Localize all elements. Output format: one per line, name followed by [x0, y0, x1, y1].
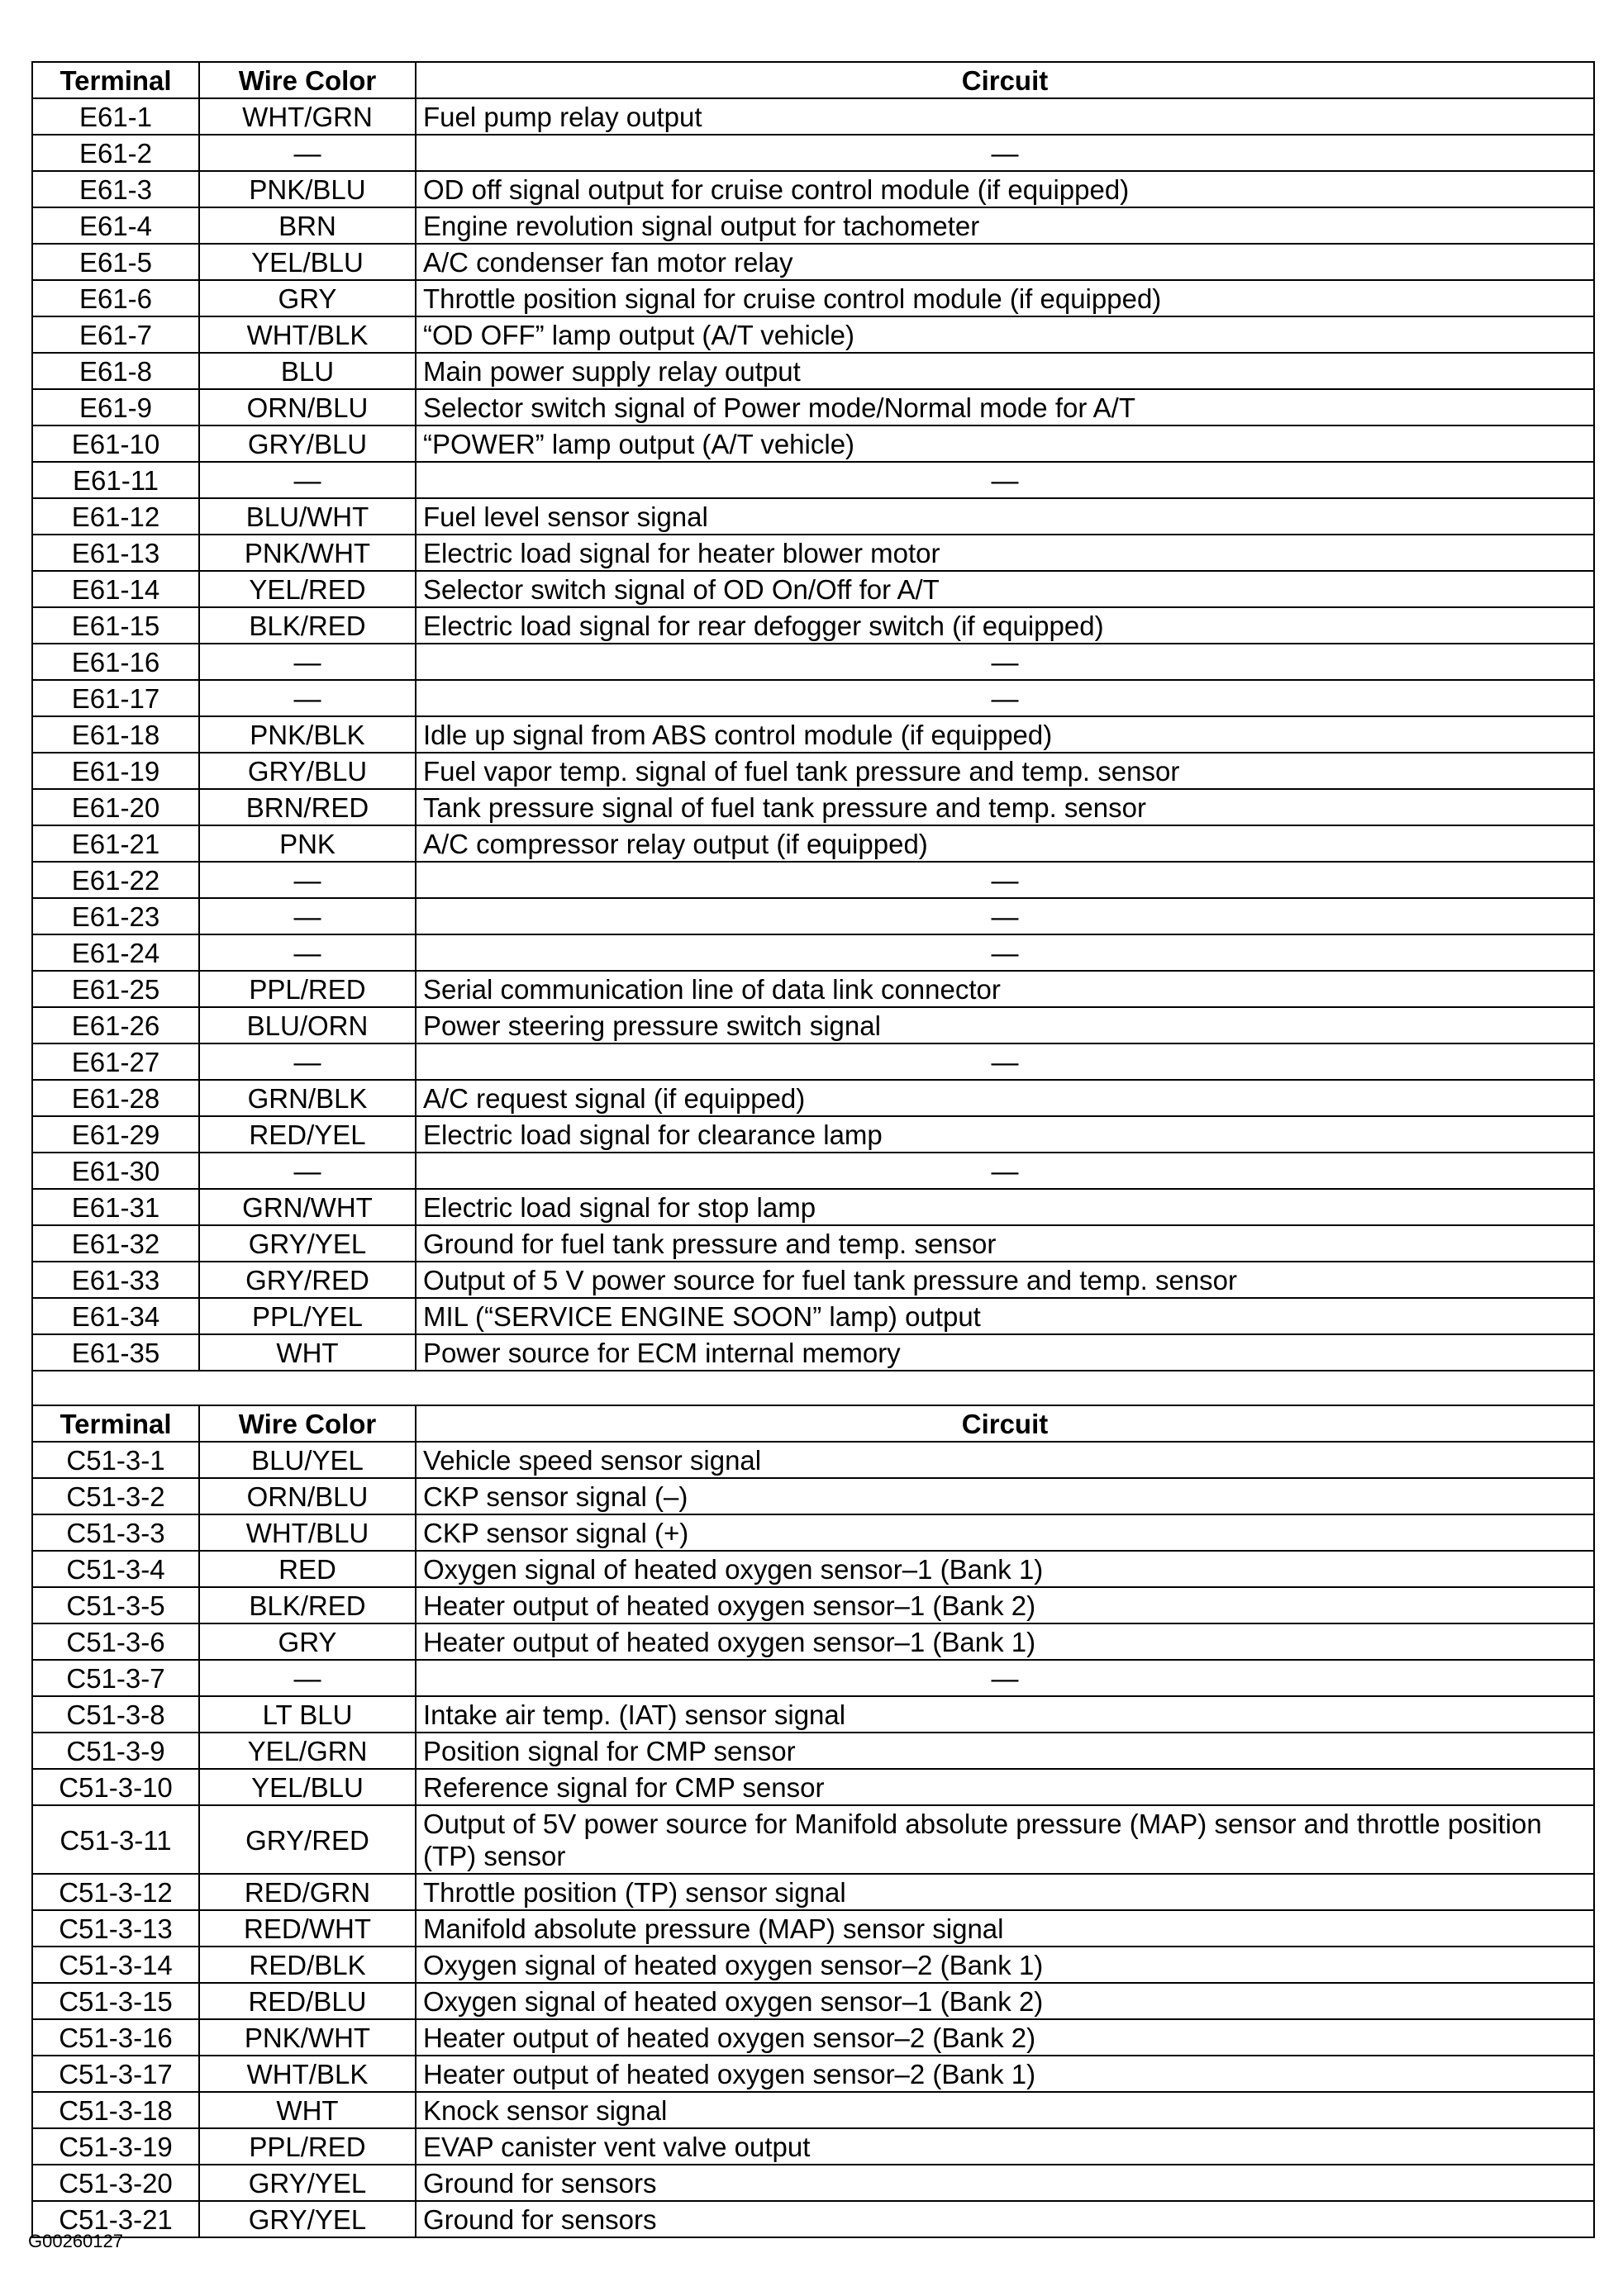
circuit-cell: OD off signal output for cruise control module (if equipped)	[416, 171, 1594, 207]
table-row	[32, 498, 1594, 535]
wire-color-cell: PNK/BLU	[199, 171, 416, 207]
table-row	[32, 425, 1594, 462]
terminal-cell: E61-31	[32, 1189, 199, 1225]
circuit-cell: Serial communication line of data link connector	[416, 971, 1594, 1007]
circuit-cell: “OD OFF” lamp output (A/T vehicle)	[416, 316, 1594, 353]
terminal-cell: E61-33	[32, 1262, 199, 1298]
table-row	[32, 1947, 1594, 1983]
circuit-cell: Throttle position (TP) sensor signal	[416, 1874, 1594, 1910]
wire-color-cell: —	[199, 862, 416, 898]
terminal-cell: E61-5	[32, 244, 199, 280]
table-row	[32, 1262, 1594, 1298]
wire-color-cell: GRY/YEL	[199, 2201, 416, 2237]
table-row	[32, 934, 1594, 971]
wire-color-cell: GRY/BLU	[199, 425, 416, 462]
table-row	[32, 171, 1594, 207]
wire-color-cell: WHT/BLK	[199, 2056, 416, 2092]
terminal-cell: E61-2	[32, 135, 199, 171]
wire-color-cell: GRY/YEL	[199, 2165, 416, 2201]
circuit-cell: EVAP canister vent valve output	[416, 2128, 1594, 2165]
wire-color-cell: PPL/RED	[199, 971, 416, 1007]
table-row	[32, 316, 1594, 353]
terminal-cell: E61-1	[32, 98, 199, 135]
wire-color-cell: ORN/BLU	[199, 389, 416, 425]
table-row	[32, 1874, 1594, 1910]
circuit-cell: Fuel vapor temp. signal of fuel tank pressure and temp. sensor	[416, 753, 1594, 789]
wire-color-cell: LT BLU	[199, 1696, 416, 1733]
table-row	[32, 2165, 1594, 2201]
circuit-cell: —	[416, 680, 1594, 716]
wire-color-cell: PNK	[199, 825, 416, 862]
table-row	[32, 716, 1594, 753]
wire-color-cell: —	[199, 135, 416, 171]
circuit-cell: —	[416, 934, 1594, 971]
circuit-cell: —	[416, 1153, 1594, 1189]
terminal-cell: C51-3-9	[32, 1733, 199, 1769]
circuit-cell: MIL (“SERVICE ENGINE SOON” lamp) output	[416, 1298, 1594, 1334]
wire-color-cell: —	[199, 680, 416, 716]
terminal-cell: C51-3-6	[32, 1623, 199, 1660]
terminal-cell: C51-3-2	[32, 1478, 199, 1514]
table-row	[32, 1189, 1594, 1225]
wire-color-cell: —	[199, 1153, 416, 1189]
table-row	[32, 971, 1594, 1007]
wire-color-cell: —	[199, 934, 416, 971]
terminal-cell: E61-13	[32, 535, 199, 571]
terminal-cell: E61-22	[32, 862, 199, 898]
terminal-cell: C51-3-14	[32, 1947, 199, 1983]
terminal-cell: E61-28	[32, 1080, 199, 1116]
circuit-cell: —	[416, 135, 1594, 171]
circuit-cell: Oxygen signal of heated oxygen sensor–1 (Bank 2)	[416, 1983, 1594, 2019]
wire-color-cell: BLK/RED	[199, 1587, 416, 1623]
wire-color-cell: —	[199, 1043, 416, 1080]
circuit-cell: Fuel pump relay output	[416, 98, 1594, 135]
circuit-cell: A/C compressor relay output (if equipped)	[416, 825, 1594, 862]
wire-color-cell: YEL/RED	[199, 571, 416, 607]
terminal-cell: E61-6	[32, 280, 199, 316]
wire-color-cell: GRN/BLK	[199, 1080, 416, 1116]
wire-color-cell: WHT/BLU	[199, 1514, 416, 1551]
table-row	[32, 1733, 1594, 1769]
terminal-cell: E61-15	[32, 607, 199, 644]
terminal-table	[31, 61, 1595, 2238]
table-row	[32, 2128, 1594, 2165]
circuit-cell: Heater output of heated oxygen sensor–2 (Bank 2)	[416, 2019, 1594, 2056]
wire-color-cell: —	[199, 898, 416, 934]
wire-color-cell: YEL/GRN	[199, 1733, 416, 1769]
circuit-column-header: Circuit	[416, 1405, 1594, 1442]
wire-color-cell: PNK/BLK	[199, 716, 416, 753]
wire-color-cell: WHT	[199, 2092, 416, 2128]
terminal-cell: C51-3-4	[32, 1551, 199, 1587]
wire-color-cell: BLU/ORN	[199, 1007, 416, 1043]
table-row	[32, 2201, 1594, 2237]
wire-color-cell: —	[199, 462, 416, 498]
wire-color-cell: ORN/BLU	[199, 1478, 416, 1514]
table-row	[32, 1551, 1594, 1587]
table-row	[32, 862, 1594, 898]
table-row	[32, 1116, 1594, 1153]
table-row	[32, 135, 1594, 171]
table-row	[32, 2019, 1594, 2056]
wire-color-cell: RED/YEL	[199, 1116, 416, 1153]
terminal-cell: E61-12	[32, 498, 199, 535]
circuit-cell: Position signal for CMP sensor	[416, 1733, 1594, 1769]
wire-color-cell: BRN/RED	[199, 789, 416, 825]
table-row	[32, 1514, 1594, 1551]
terminal-cell: E61-16	[32, 644, 199, 680]
table-header-row	[32, 62, 1594, 98]
terminal-cell: C51-3-13	[32, 1910, 199, 1947]
c51-3-connector-rows	[32, 1405, 1594, 2237]
circuit-cell: Tank pressure signal of fuel tank pressure and temp. sensor	[416, 789, 1594, 825]
circuit-cell: Oxygen signal of heated oxygen sensor–2 (Bank 1)	[416, 1947, 1594, 1983]
wire-color-cell: GRY/BLU	[199, 753, 416, 789]
terminal-cell: C51-3-3	[32, 1514, 199, 1551]
terminal-cell: E61-23	[32, 898, 199, 934]
wire-color-cell: BLK/RED	[199, 607, 416, 644]
circuit-cell: Vehicle speed sensor signal	[416, 1442, 1594, 1478]
terminal-cell: C51-3-1	[32, 1442, 199, 1478]
circuit-cell: Electric load signal for clearance lamp	[416, 1116, 1594, 1153]
terminal-cell: C51-3-5	[32, 1587, 199, 1623]
terminal-cell: C51-3-17	[32, 2056, 199, 2092]
figure-id: G00260127	[28, 2231, 123, 2251]
terminal-cell: C51-3-10	[32, 1769, 199, 1805]
table-row	[32, 98, 1594, 135]
circuit-cell: Manifold absolute pressure (MAP) sensor signal	[416, 1910, 1594, 1947]
wire-color-cell: —	[199, 1660, 416, 1696]
circuit-cell: Main power supply relay output	[416, 353, 1594, 389]
table-header-row	[32, 1405, 1594, 1442]
terminal-cell: C51-3-18	[32, 2092, 199, 2128]
table-row	[32, 1043, 1594, 1080]
terminal-cell: E61-20	[32, 789, 199, 825]
circuit-cell: Knock sensor signal	[416, 2092, 1594, 2128]
circuit-cell: Intake air temp. (IAT) sensor signal	[416, 1696, 1594, 1733]
circuit-cell: Heater output of heated oxygen sensor–1 (Bank 2)	[416, 1587, 1594, 1623]
table-row	[32, 1910, 1594, 1947]
circuit-cell: —	[416, 898, 1594, 934]
terminal-cell: C51-3-11	[32, 1805, 199, 1874]
table-row	[32, 353, 1594, 389]
table-row	[32, 280, 1594, 316]
terminal-cell: E61-8	[32, 353, 199, 389]
circuit-cell: CKP sensor signal (+)	[416, 1514, 1594, 1551]
terminal-cell: C51-3-12	[32, 1874, 199, 1910]
wire-color-cell: PNK/WHT	[199, 535, 416, 571]
terminal-cell: E61-30	[32, 1153, 199, 1189]
circuit-cell: —	[416, 1043, 1594, 1080]
terminal-cell: E61-24	[32, 934, 199, 971]
circuit-cell: Power source for ECM internal memory	[416, 1334, 1594, 1371]
terminal-cell: E61-18	[32, 716, 199, 753]
terminal-cell: C51-3-19	[32, 2128, 199, 2165]
wire-color-cell: BLU	[199, 353, 416, 389]
terminal-cell: E61-7	[32, 316, 199, 353]
circuit-cell: Heater output of heated oxygen sensor–2 (Bank 1)	[416, 2056, 1594, 2092]
table-row	[32, 1983, 1594, 2019]
table-spacer	[32, 1371, 1594, 1405]
wire-color-cell: BLU/WHT	[199, 498, 416, 535]
circuit-cell: Power steering pressure switch signal	[416, 1007, 1594, 1043]
table-row	[32, 1225, 1594, 1262]
circuit-cell: Selector switch signal of Power mode/Normal mode for A/T	[416, 389, 1594, 425]
circuit-cell: Fuel level sensor signal	[416, 498, 1594, 535]
terminal-cell: E61-10	[32, 425, 199, 462]
terminal-cell: C51-3-20	[32, 2165, 199, 2201]
circuit-column-header: Circuit	[416, 62, 1594, 98]
wire-color-cell: GRY/YEL	[199, 1225, 416, 1262]
pinout-sheet	[31, 61, 1593, 2238]
terminal-cell: E61-17	[32, 680, 199, 716]
table-row	[32, 1805, 1594, 1874]
terminal-cell: E61-25	[32, 971, 199, 1007]
wire-color-cell: GRY	[199, 280, 416, 316]
terminal-cell: E61-19	[32, 753, 199, 789]
terminal-cell: E61-3	[32, 171, 199, 207]
table-row	[32, 2056, 1594, 2092]
circuit-cell: Oxygen signal of heated oxygen sensor–1 (Bank 1)	[416, 1551, 1594, 1587]
table-row	[32, 1696, 1594, 1733]
terminal-column-header: Terminal	[32, 1405, 199, 1442]
circuit-cell: Ground for fuel tank pressure and temp. sensor	[416, 1225, 1594, 1262]
terminal-cell: E61-4	[32, 207, 199, 244]
circuit-cell: —	[416, 1660, 1594, 1696]
wire-color-cell: WHT/BLK	[199, 316, 416, 353]
wire-color-cell: —	[199, 644, 416, 680]
table-row	[32, 1769, 1594, 1805]
terminal-cell: C51-3-16	[32, 2019, 199, 2056]
terminal-cell: E61-11	[32, 462, 199, 498]
table-row	[32, 571, 1594, 607]
wire-color-cell: GRY/RED	[199, 1805, 416, 1874]
wire-color-cell: GRN/WHT	[199, 1189, 416, 1225]
table-row	[32, 462, 1594, 498]
circuit-cell: A/C condenser fan motor relay	[416, 244, 1594, 280]
table-row	[32, 1478, 1594, 1514]
e61-connector-rows	[32, 62, 1594, 1371]
table-row	[32, 1660, 1594, 1696]
circuit-cell: Throttle position signal for cruise control module (if equipped)	[416, 280, 1594, 316]
wire-color-cell: YEL/BLU	[199, 244, 416, 280]
table-row	[32, 644, 1594, 680]
terminal-cell: C51-3-21	[32, 2201, 199, 2237]
terminal-column-header: Terminal	[32, 62, 199, 98]
wire-color-cell: YEL/BLU	[199, 1769, 416, 1805]
circuit-cell: A/C request signal (if equipped)	[416, 1080, 1594, 1116]
terminal-cell: E61-29	[32, 1116, 199, 1153]
circuit-cell: CKP sensor signal (–)	[416, 1478, 1594, 1514]
wire-color-cell: RED/BLU	[199, 1983, 416, 2019]
terminal-cell: E61-27	[32, 1043, 199, 1080]
circuit-cell: Output of 5V power source for Manifold absolute pressure (MAP) sensor and throttle position (TP) sensor	[416, 1805, 1594, 1874]
wire-color-cell: GRY	[199, 1623, 416, 1660]
terminal-cell: E61-21	[32, 825, 199, 862]
terminal-cell: E61-32	[32, 1225, 199, 1262]
table-row	[32, 1298, 1594, 1334]
circuit-cell: Electric load signal for stop lamp	[416, 1189, 1594, 1225]
circuit-cell: Electric load signal for heater blower motor	[416, 535, 1594, 571]
terminal-cell: C51-3-15	[32, 1983, 199, 2019]
table-row	[32, 1623, 1594, 1660]
table-row	[32, 753, 1594, 789]
wire-color-cell: BRN	[199, 207, 416, 244]
circuit-cell: Heater output of heated oxygen sensor–1 (Bank 1)	[416, 1623, 1594, 1660]
table-row	[32, 1153, 1594, 1189]
table-row	[32, 680, 1594, 716]
terminal-cell: E61-26	[32, 1007, 199, 1043]
table-row	[32, 607, 1594, 644]
circuit-cell: Electric load signal for rear defogger switch (if equipped)	[416, 607, 1594, 644]
wire-color-column-header: Wire Color	[199, 1405, 416, 1442]
table-row	[32, 898, 1594, 934]
terminal-cell: E61-14	[32, 571, 199, 607]
circuit-cell: Output of 5 V power source for fuel tank pressure and temp. sensor	[416, 1262, 1594, 1298]
table-row	[32, 825, 1594, 862]
wire-color-cell: WHT	[199, 1334, 416, 1371]
circuit-cell: Ground for sensors	[416, 2201, 1594, 2237]
terminal-cell: C51-3-7	[32, 1660, 199, 1696]
wire-color-cell: WHT/GRN	[199, 98, 416, 135]
terminal-cell: E61-9	[32, 389, 199, 425]
table-row	[32, 244, 1594, 280]
wire-color-cell: RED	[199, 1551, 416, 1587]
wire-color-cell: PNK/WHT	[199, 2019, 416, 2056]
wire-color-cell: BLU/YEL	[199, 1442, 416, 1478]
circuit-cell: Reference signal for CMP sensor	[416, 1769, 1594, 1805]
table-row	[32, 2092, 1594, 2128]
circuit-cell: Idle up signal from ABS control module (if equipped)	[416, 716, 1594, 753]
wire-color-cell: RED/WHT	[199, 1910, 416, 1947]
table-row	[32, 1587, 1594, 1623]
wire-color-cell: RED/BLK	[199, 1947, 416, 1983]
circuit-cell: —	[416, 862, 1594, 898]
terminal-cell: E61-35	[32, 1334, 199, 1371]
circuit-cell: Engine revolution signal output for tachometer	[416, 207, 1594, 244]
wire-color-cell: PPL/RED	[199, 2128, 416, 2165]
table-row	[32, 789, 1594, 825]
circuit-cell: Ground for sensors	[416, 2165, 1594, 2201]
wire-color-cell: GRY/RED	[199, 1262, 416, 1298]
circuit-cell: Selector switch signal of OD On/Off for A/T	[416, 571, 1594, 607]
circuit-cell: “POWER” lamp output (A/T vehicle)	[416, 425, 1594, 462]
wire-color-column-header: Wire Color	[199, 62, 416, 98]
table-row	[32, 1080, 1594, 1116]
table-row	[32, 389, 1594, 425]
circuit-cell: —	[416, 644, 1594, 680]
terminal-cell: C51-3-8	[32, 1696, 199, 1733]
circuit-cell: —	[416, 462, 1594, 498]
wire-color-cell: RED/GRN	[199, 1874, 416, 1910]
wire-color-cell: PPL/YEL	[199, 1298, 416, 1334]
table-row	[32, 535, 1594, 571]
table-row	[32, 1442, 1594, 1478]
table-row	[32, 1334, 1594, 1371]
table-row	[32, 1007, 1594, 1043]
table-row	[32, 207, 1594, 244]
terminal-cell: E61-34	[32, 1298, 199, 1334]
